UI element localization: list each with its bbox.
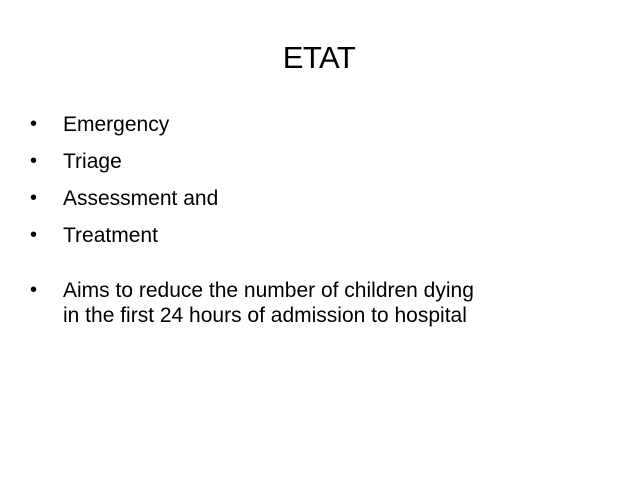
bullet-item-aim — [30, 278, 600, 328]
bullet-dot-icon: • — [30, 279, 38, 301]
bullet-item-triage — [30, 149, 600, 174]
bullet-text: Emergency — [63, 113, 170, 136]
bullet-item-emergency — [30, 112, 600, 137]
bullet-item-treatment — [30, 223, 600, 248]
bullet-dot-icon: • — [30, 224, 38, 246]
slide-title: ETAT — [282, 40, 356, 75]
aim-line-1: Aims to reduce the number of children dying — [63, 279, 474, 302]
bullet-text: Triage — [63, 150, 122, 173]
bullet-text: Treatment — [63, 224, 158, 247]
bullet-text: Assessment and — [63, 187, 219, 210]
bullet-dot-icon: • — [30, 113, 38, 135]
bullet-list — [30, 112, 600, 340]
aim-line-2: in the first 24 hours of admission to hospital — [63, 304, 467, 327]
bullet-dot-icon: • — [30, 187, 38, 209]
bullet-item-assessment — [30, 186, 600, 211]
bullet-dot-icon: • — [30, 150, 38, 172]
